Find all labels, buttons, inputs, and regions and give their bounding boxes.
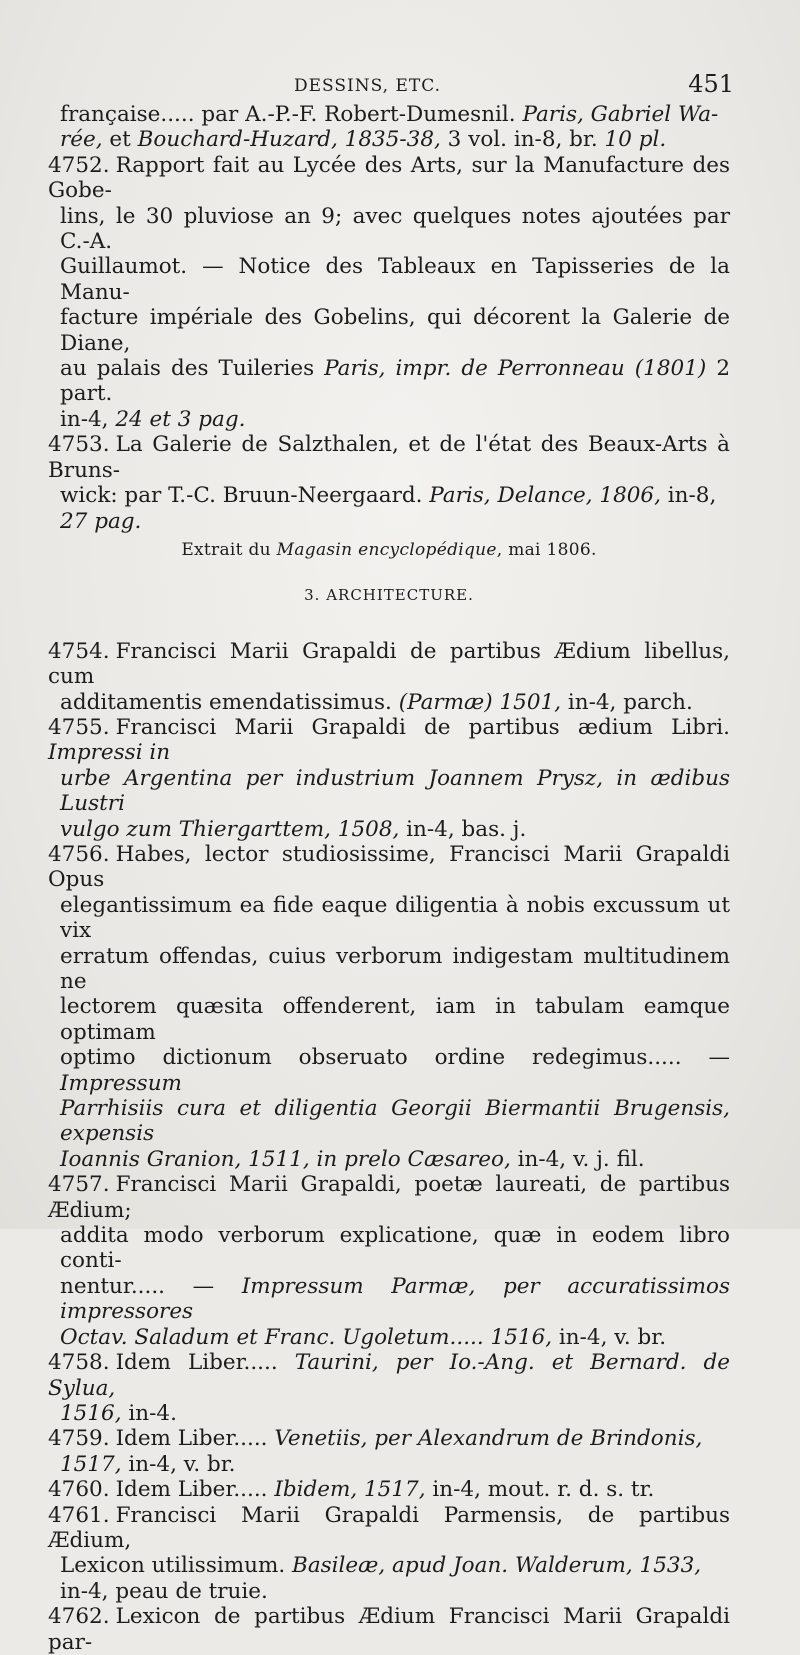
text-run: Idem Liber..... bbox=[115, 1426, 275, 1452]
entry-number: 4759. bbox=[48, 1426, 110, 1452]
text-run: in-4, bbox=[60, 406, 116, 432]
text-run: 3 vol. in-8, br. bbox=[440, 127, 605, 153]
text-run: Lexicon de partibus Ædium Francisci Marii Grapaldi par- bbox=[48, 1604, 730, 1655]
entry-4762 bbox=[48, 1604, 730, 1655]
text-run: Lexicon utilissimum. bbox=[60, 1553, 293, 1579]
footnote-extract bbox=[48, 538, 730, 563]
page-body bbox=[48, 102, 730, 1655]
entry-number: 4756. bbox=[48, 841, 110, 867]
text-run: 24 et 3 pag. bbox=[115, 406, 246, 432]
text-run: Ioannis Granion, 1511, in prelo Cæsareo, bbox=[60, 1146, 511, 1172]
entry-continuation bbox=[48, 102, 730, 153]
entry-4754 bbox=[48, 639, 730, 715]
text-run: 1516, bbox=[60, 1400, 122, 1426]
text-run: in-4, bas. j. bbox=[399, 816, 527, 842]
entry-4758 bbox=[48, 1350, 730, 1426]
entry-4755 bbox=[48, 715, 730, 842]
entry-number: 4762. bbox=[48, 1604, 110, 1630]
page-header bbox=[48, 70, 734, 102]
text-run: elegantissimum ea fide eaque diligentia à nobis excussum ut vix bbox=[60, 892, 730, 944]
text-run: Extrait du bbox=[181, 539, 277, 560]
section-heading: 3. ARCHITECTURE. bbox=[304, 586, 474, 605]
entry-number: 4761. bbox=[48, 1502, 110, 1528]
text-run: française..... par A.-P.-F. Robert-Dumesnil. bbox=[60, 102, 523, 127]
text-run: Habes, lector studiosissime, Francisci Marii Grapaldi Opus bbox=[48, 841, 730, 893]
text-run: Idem Liber..... bbox=[115, 1477, 275, 1503]
text-run: Octav. Saladum et Franc. Ugoletum..... 1516, bbox=[60, 1324, 553, 1350]
text-run: addita modo verborum explicatione, quæ in eodem libro conti- bbox=[60, 1223, 730, 1274]
entry-number: 4752. bbox=[48, 152, 110, 178]
running-title: DESSINS, ETC. bbox=[294, 76, 442, 96]
text-run: in-8, bbox=[660, 483, 717, 509]
text-run: Parrhisiis cura et diligentia Georgii Biermantii Brugensis, expensis bbox=[60, 1096, 730, 1147]
text-run: Impressum bbox=[60, 1070, 182, 1096]
text-run: Paris, impr. de Perronneau (1801) bbox=[324, 356, 707, 382]
text-run: , mai 1806. bbox=[496, 539, 597, 560]
text-run: in-4, v. br. bbox=[121, 1451, 236, 1477]
entry-number: 4753. bbox=[48, 432, 110, 458]
text-run: Francisci Marii Grapaldi de partibus Ædium libellus, cum bbox=[48, 638, 730, 690]
text-run: nentur..... — bbox=[60, 1273, 242, 1299]
text-run: La Galerie de Salzthalen, et de l'état des Beaux-Arts à Bruns- bbox=[48, 432, 730, 483]
text-run: in-4, parch. bbox=[561, 689, 693, 715]
text-run: additamentis emendatissimus. bbox=[60, 689, 399, 715]
entry-4756 bbox=[48, 842, 730, 1172]
text-run: Paris, Delance, 1806, bbox=[429, 483, 661, 509]
text-run: in-4, mout. r. d. s. tr. bbox=[425, 1477, 655, 1503]
entry-4757 bbox=[48, 1172, 730, 1350]
text-run: Bouchard-Huzard, 1835-38, bbox=[137, 127, 441, 153]
text-run: rée, bbox=[60, 127, 103, 153]
text-run: 10 pl. bbox=[604, 127, 667, 153]
text-run: optimo dictionum obseruato ordine redegimus..... — bbox=[60, 1045, 730, 1071]
text-run: et bbox=[102, 127, 138, 153]
text-run: 2 part. bbox=[60, 356, 730, 407]
text-run: 27 pag. bbox=[60, 508, 142, 534]
text-run: Venetiis, per Alexandrum de Brindonis, bbox=[274, 1426, 703, 1452]
text-run: Basileæ, apud Joan. Walderum, 1533, bbox=[292, 1553, 702, 1579]
entry-number: 4754. bbox=[48, 638, 110, 664]
text-run: lins, le 30 pluviose an 9; avec quelques notes ajoutées par C.-A. bbox=[60, 203, 730, 255]
text-run: in-4, peau de truie. bbox=[60, 1578, 268, 1604]
text-run: vulgo zum Thiergarttem, 1508, bbox=[60, 816, 400, 842]
text-run: wick: par T.-C. Bruun-Neergaard. bbox=[60, 483, 430, 509]
entry-number: 4758. bbox=[48, 1350, 110, 1376]
text-run: Impressi in bbox=[48, 740, 171, 766]
text-run: erratum offendas, cuius verborum indigestam multitudinem ne bbox=[60, 943, 730, 994]
text-run: 1517, bbox=[60, 1451, 122, 1477]
text-run: in-4, v. br. bbox=[552, 1324, 667, 1350]
text-run: lectorem quæsita offenderent, iam in tabulam eamque optimam bbox=[60, 994, 730, 1045]
text-run: in-4, v. j. fil. bbox=[510, 1146, 645, 1172]
text-run: (Parmæ) 1501, bbox=[398, 689, 562, 715]
text-run: Paris, Gabriel Wa- bbox=[522, 102, 719, 127]
text-run: Magasin encyclopédique bbox=[276, 539, 497, 560]
entry-4759 bbox=[48, 1426, 730, 1477]
text-run: in-4. bbox=[121, 1400, 177, 1426]
text-run: Francisci Marii Grapaldi, poetæ laureati, de partibus Ædium; bbox=[48, 1172, 730, 1223]
text-run: facture impériale des Gobelins, qui décorent la Galerie de Diane, bbox=[60, 305, 730, 356]
entry-4761 bbox=[48, 1503, 730, 1605]
text-run: au palais des Tuileries bbox=[60, 356, 325, 382]
text-run: Idem Liber..... bbox=[115, 1350, 295, 1376]
entry-4752 bbox=[48, 153, 730, 432]
text-run: Francisci Marii Grapaldi de partibus ædium Libri. bbox=[115, 714, 730, 740]
text-run: Impressum Parmæ, per accuratissimos impressores bbox=[60, 1273, 730, 1325]
entry-number: 4757. bbox=[48, 1172, 110, 1198]
entry-number: 4760. bbox=[48, 1477, 110, 1503]
entry-number: 4755. bbox=[48, 714, 110, 740]
entry-4753 bbox=[48, 432, 730, 534]
page-number: 451 bbox=[688, 70, 734, 98]
text-run: Taurini, per Io.-Ang. et Bernard. de Sylua, bbox=[48, 1350, 730, 1401]
text-run: Ibidem, 1517, bbox=[274, 1477, 426, 1503]
text-run: Rapport fait au Lycée des Arts, sur la Manufacture des Gobe- bbox=[48, 152, 730, 204]
text-run: urbe Argentina per industrium Joannem Prysz, in ædibus Lustri bbox=[60, 765, 730, 817]
text-run: Francisci Marii Grapaldi Parmensis, de partibus Ædium, bbox=[48, 1502, 730, 1553]
text-run: Guillaumot. — Notice des Tableaux en Tapisseries de la Manu- bbox=[60, 254, 730, 305]
entry-4760 bbox=[48, 1477, 730, 1502]
